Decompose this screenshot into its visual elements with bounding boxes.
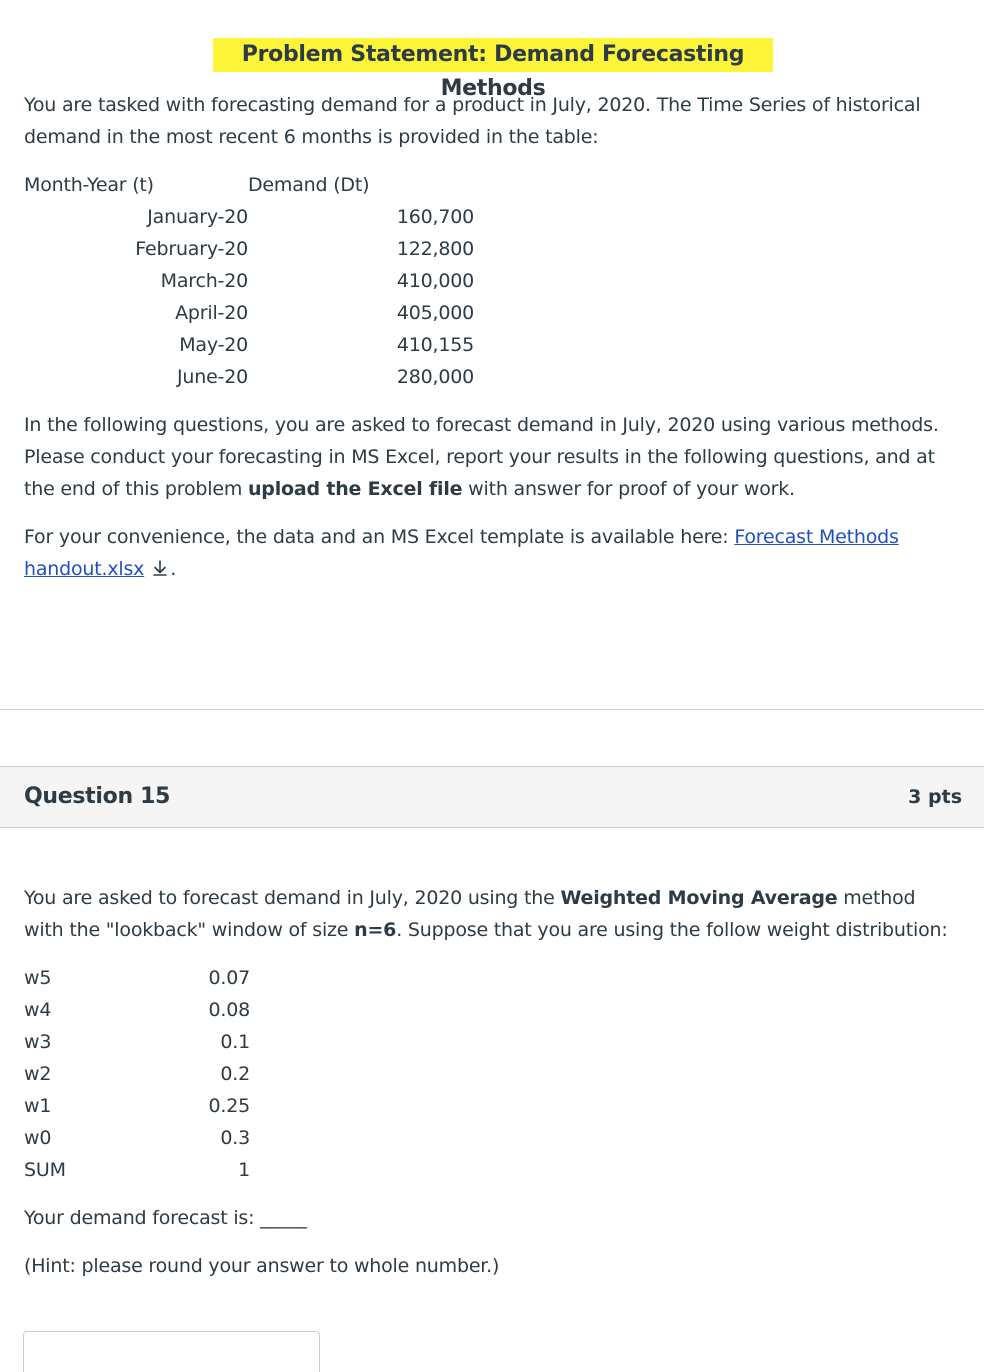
table-row-month: May-20 [179, 334, 248, 356]
table-row-demand: 405,000 [396, 302, 474, 324]
forecast-prompt: Your demand forecast is: _____ [24, 1207, 307, 1229]
instructions-text-end: with answer for proof of your work. [462, 478, 795, 500]
weight-value: 0.3 [220, 1127, 250, 1149]
question-header [0, 766, 984, 828]
question-title: Question 15 [24, 784, 171, 809]
table-row-demand: 280,000 [396, 366, 474, 388]
problem-intro: You are tasked with forecasting demand for a product in July, 2020. The Time Series of historical demand in the most recent 6 months is provided in the table: [24, 94, 921, 148]
question-text-part: You are asked to forecast demand in July, 2020 using the [24, 887, 561, 909]
link-suffix: . [170, 558, 177, 580]
table-row-demand: 122,800 [396, 238, 474, 260]
table-row-month: January-20 [147, 206, 248, 228]
weight-label: w2 [24, 1063, 52, 1085]
weight-label: w4 [24, 999, 52, 1021]
weight-label: w5 [24, 967, 52, 989]
instructions-text: In the following questions, you are asked to forecast demand in July, 2020 using various methods. Please conduct your forecasting in MS Excel, report your results in the following questions, and at the end of this problem [24, 414, 939, 500]
table-row-month: June-20 [176, 366, 248, 388]
weight-label: w3 [24, 1031, 52, 1053]
table-row-demand: 160,700 [396, 206, 474, 228]
weight-sum-label: SUM [24, 1159, 66, 1181]
table-row-demand: 410,155 [396, 334, 474, 356]
weight-label: w1 [24, 1095, 52, 1117]
section-divider [0, 709, 984, 710]
question-text-part: . Suppose that you are using the follow weight distribution: [396, 919, 948, 941]
weight-sum-value: 1 [238, 1159, 250, 1181]
table-row-month: April-20 [175, 302, 248, 324]
handout-link[interactable]: Forecast Methods handout.xlsx [24, 526, 899, 580]
question-points: 3 pts [908, 786, 962, 808]
table-row-month: February-20 [135, 238, 248, 260]
weight-value: 0.07 [208, 967, 250, 989]
weight-value: 0.1 [220, 1031, 250, 1053]
table-row-demand: 410,000 [396, 270, 474, 292]
question-text-part: method with the "lookback" window of size [24, 887, 916, 941]
column-header-demand: Demand (Dt) [248, 174, 370, 196]
problem-title: Problem Statement: Demand Forecasting Methods [213, 38, 773, 72]
window-size: n=6 [354, 919, 397, 941]
column-header-month: Month-Year (t) [24, 174, 154, 196]
table-row-month: March-20 [160, 270, 248, 292]
weight-label: w0 [24, 1127, 52, 1149]
download-icon[interactable] [150, 556, 170, 576]
instructions-bold: upload the Excel file [247, 478, 463, 500]
weight-value: 0.08 [208, 999, 250, 1021]
problem-instructions [24, 409, 954, 505]
weight-value: 0.25 [208, 1095, 250, 1117]
convenience-text: For your convenience, the data and an MS Excel template is available here: [24, 526, 735, 548]
weight-value: 0.2 [220, 1063, 250, 1085]
method-name: Weighted Moving Average [560, 887, 838, 909]
convenience-note [24, 521, 954, 585]
question-text [24, 882, 954, 946]
hint-text: (Hint: please round your answer to whole number.) [24, 1255, 500, 1277]
answer-input[interactable] [23, 1331, 320, 1372]
